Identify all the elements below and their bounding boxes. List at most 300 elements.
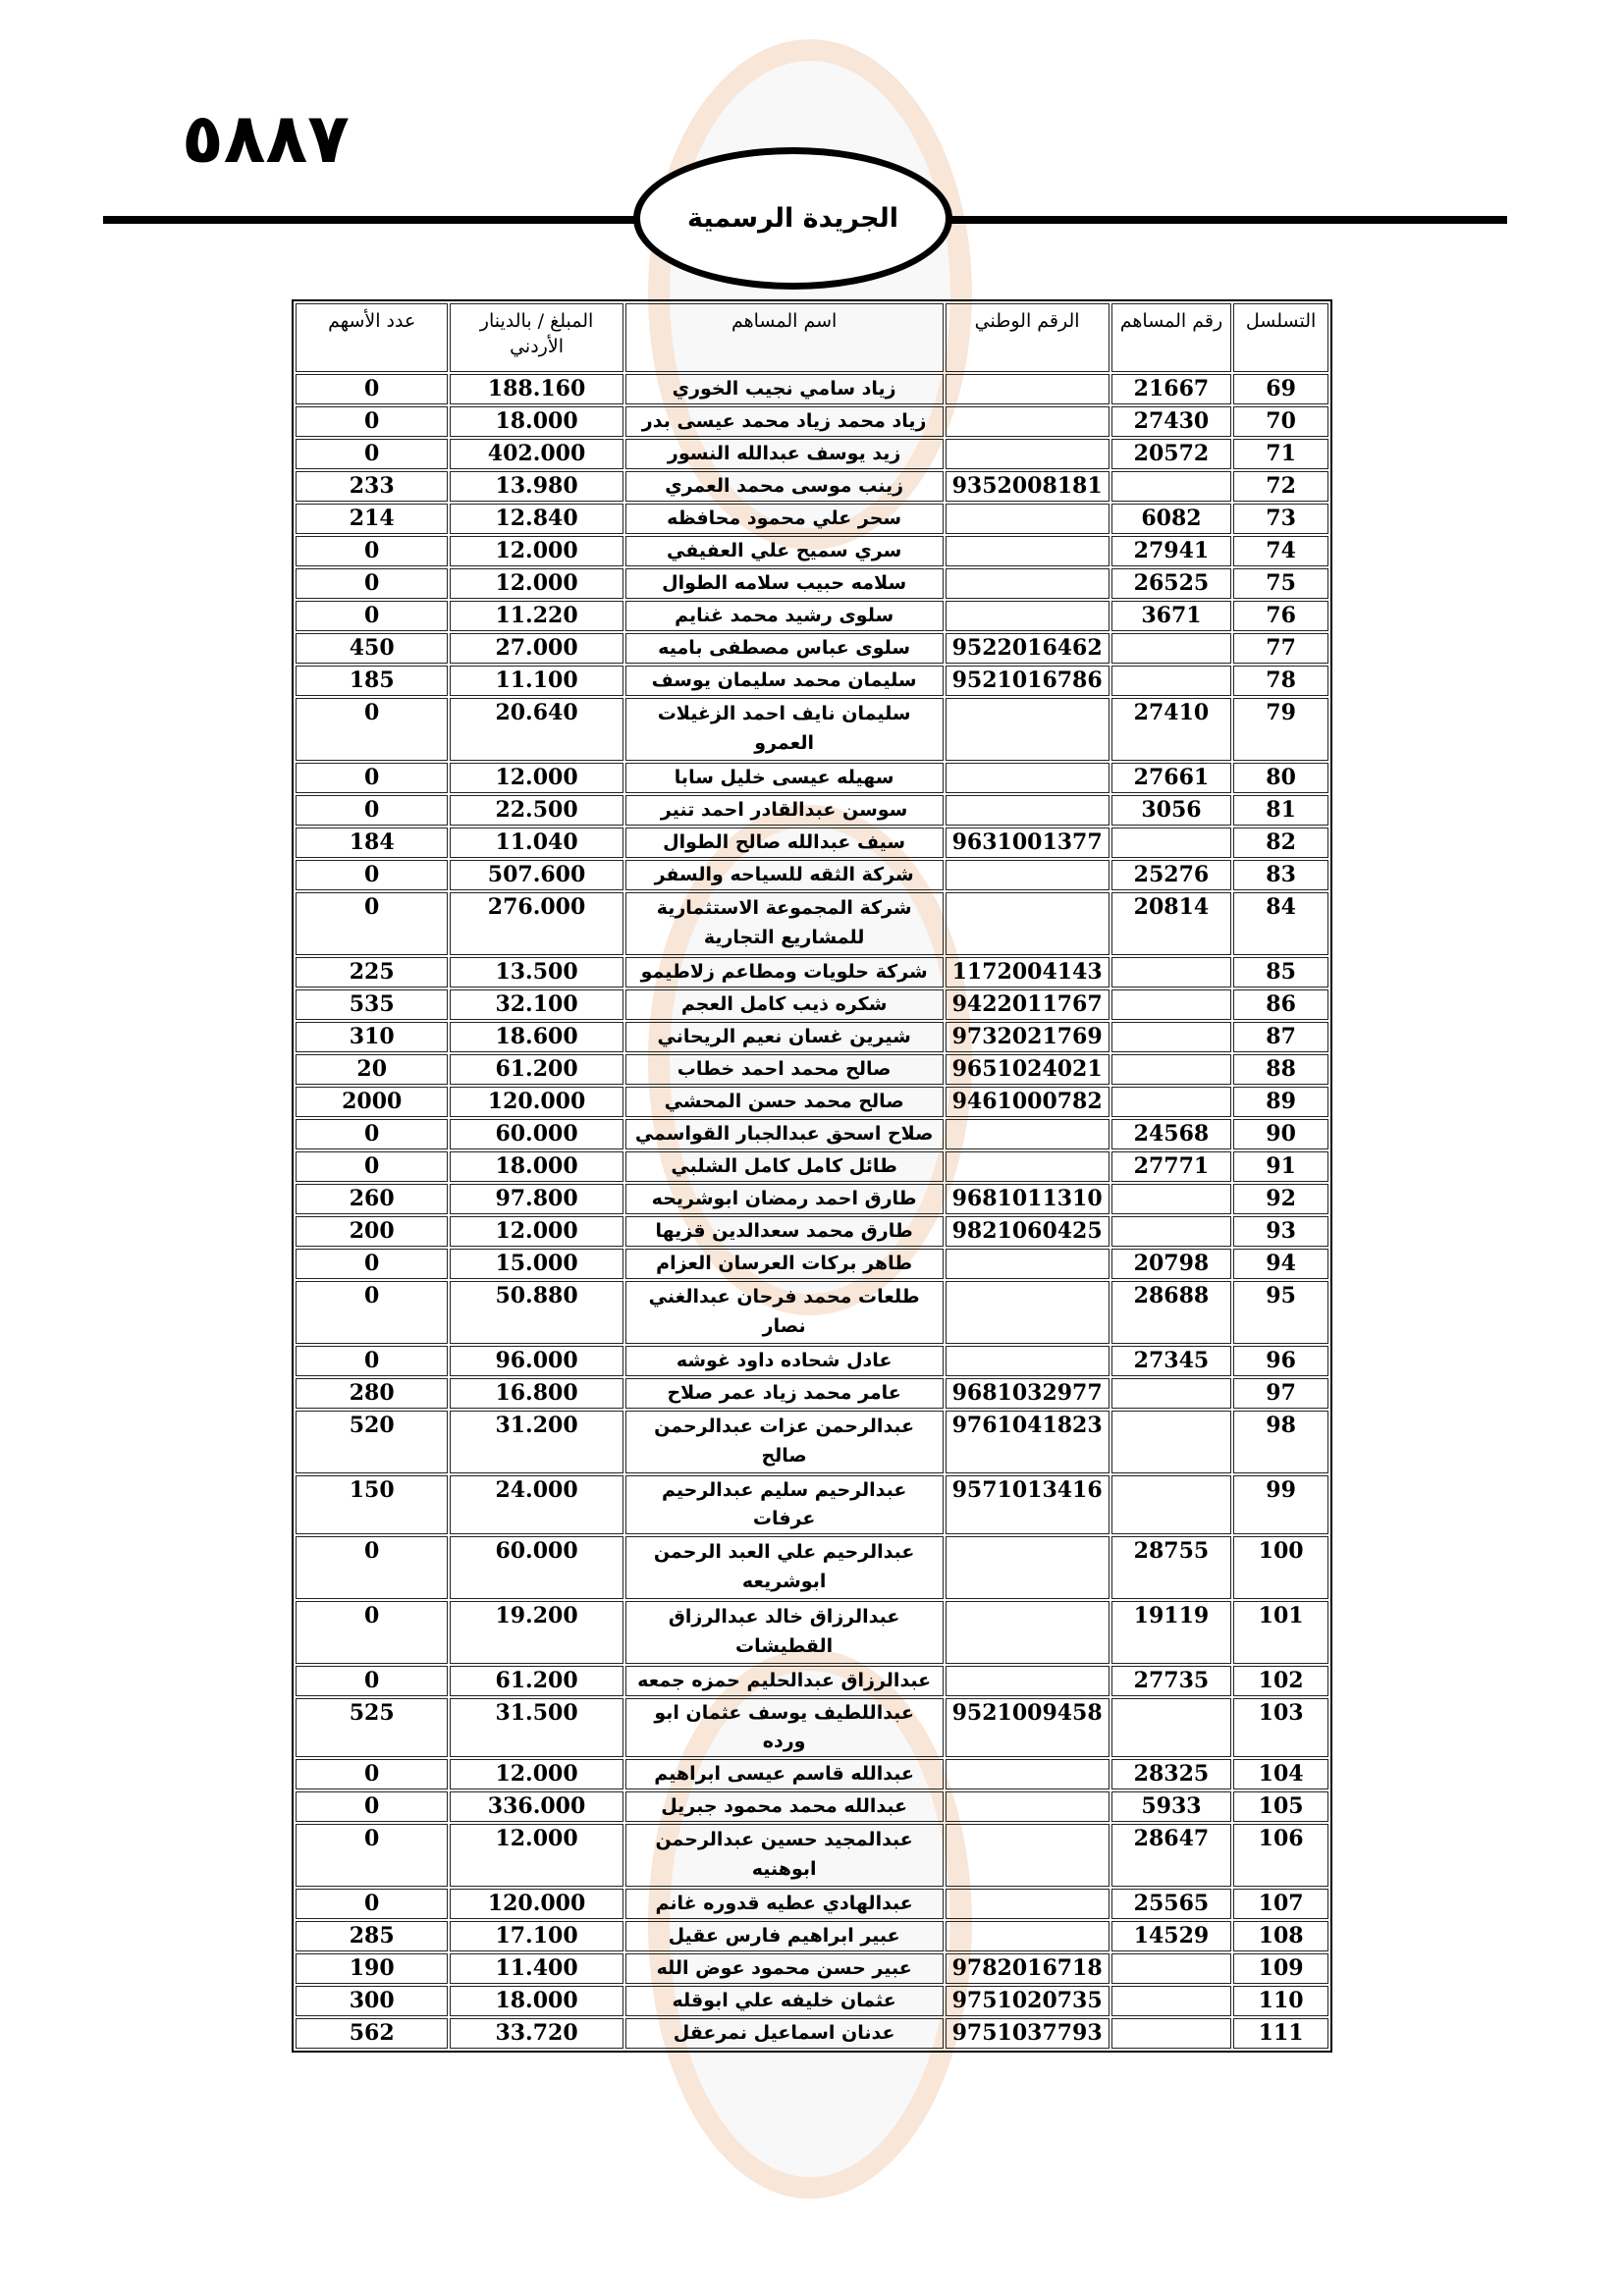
cell-serial: 93 (1233, 1216, 1328, 1247)
header-amount: المبلغ / بالدينار الأردني (450, 303, 623, 372)
cell-national-id: 9422011767 (946, 989, 1110, 1020)
cell-shareholder-no: 28755 (1111, 1536, 1232, 1599)
cell-national-id: 9461000782 (946, 1087, 1110, 1117)
cell-shareholder-no (1111, 1411, 1232, 1473)
cell-national-id (946, 1151, 1110, 1182)
cell-shareholder-no: 28325 (1111, 1759, 1232, 1789)
cell-national-id (946, 698, 1110, 761)
cell-amount: 12.000 (450, 568, 623, 599)
table-body (296, 374, 1328, 2049)
cell-serial: 71 (1233, 439, 1328, 469)
cell-shares: 0 (296, 1791, 448, 1822)
cell-name: شكره ذيب كامل العجم (625, 989, 944, 1020)
cell-shares: 0 (296, 892, 448, 955)
cell-name: سلوى رشيد محمد غنايم (625, 601, 944, 631)
cell-shares: 0 (296, 1151, 448, 1182)
cell-serial: 104 (1233, 1759, 1328, 1789)
cell-shares: 0 (296, 536, 448, 566)
table-row (296, 892, 1328, 955)
cell-name: عبدالرزاق خالد عبدالرزاق القطيشات (625, 1601, 944, 1664)
cell-serial: 79 (1233, 698, 1328, 761)
cell-shares: 0 (296, 439, 448, 469)
cell-shares: 535 (296, 989, 448, 1020)
cell-name: سري سميح علي العفيفي (625, 536, 944, 566)
cell-amount: 18.600 (450, 1022, 623, 1052)
cell-name: زياد سامي نجيب الخوري (625, 374, 944, 404)
cell-national-id: 9521009458 (946, 1698, 1110, 1757)
cell-national-id (946, 795, 1110, 826)
cell-serial: 82 (1233, 828, 1328, 858)
cell-shareholder-no: 5933 (1111, 1791, 1232, 1822)
cell-shares: 285 (296, 1921, 448, 1951)
cell-shareholder-no (1111, 471, 1232, 502)
cell-shares: 0 (296, 860, 448, 890)
cell-name: عبدالهادي عطيه قدوره غانم (625, 1889, 944, 1919)
cell-name: زيد يوسف عبدالله النسور (625, 439, 944, 469)
cell-shares: 0 (296, 795, 448, 826)
table-row (296, 1536, 1328, 1599)
cell-national-id (946, 374, 1110, 404)
cell-serial: 84 (1233, 892, 1328, 955)
cell-national-id: 9631001377 (946, 828, 1110, 858)
cell-amount: 20.640 (450, 698, 623, 761)
cell-amount: 11.040 (450, 828, 623, 858)
cell-serial: 109 (1233, 1953, 1328, 1984)
table-row (296, 406, 1328, 437)
cell-serial: 90 (1233, 1119, 1328, 1149)
cell-serial: 100 (1233, 1536, 1328, 1599)
table-row (296, 1953, 1328, 1984)
cell-shareholder-no (1111, 1986, 1232, 2016)
cell-name: طاهر بركات العرسان العزام (625, 1249, 944, 1279)
cell-amount: 11.100 (450, 666, 623, 696)
cell-serial: 105 (1233, 1791, 1328, 1822)
cell-amount: 97.800 (450, 1184, 623, 1214)
cell-shareholder-no: 27410 (1111, 698, 1232, 761)
shareholders-table (292, 299, 1332, 2053)
cell-serial: 75 (1233, 568, 1328, 599)
cell-shareholder-no (1111, 1087, 1232, 1117)
cell-serial: 74 (1233, 536, 1328, 566)
cell-national-id: 9521016786 (946, 666, 1110, 696)
cell-national-id (946, 1824, 1110, 1887)
table-row (296, 471, 1328, 502)
cell-shareholder-no: 20798 (1111, 1249, 1232, 1279)
cell-amount: 11.400 (450, 1953, 623, 1984)
cell-shares: 0 (296, 763, 448, 793)
cell-shares: 0 (296, 1119, 448, 1149)
cell-shares: 260 (296, 1184, 448, 1214)
cell-name: سيف عبدالله صالح الطوال (625, 828, 944, 858)
cell-amount: 50.880 (450, 1281, 623, 1344)
table-row (296, 1281, 1328, 1344)
cell-amount: 13.980 (450, 471, 623, 502)
cell-shares: 0 (296, 1759, 448, 1789)
cell-serial: 97 (1233, 1378, 1328, 1409)
gazette-title: الجريدة الرسمية (687, 203, 898, 234)
cell-shareholder-no: 27735 (1111, 1666, 1232, 1696)
table-row (296, 1475, 1328, 1534)
cell-amount: 12.840 (450, 504, 623, 534)
table-row (296, 828, 1328, 858)
cell-shares: 0 (296, 1249, 448, 1279)
cell-shareholder-no: 21667 (1111, 374, 1232, 404)
cell-amount: 188.160 (450, 374, 623, 404)
table-row (296, 536, 1328, 566)
cell-amount: 33.720 (450, 2018, 623, 2049)
table-row (296, 698, 1328, 761)
cell-amount: 19.200 (450, 1601, 623, 1664)
cell-shareholder-no: 6082 (1111, 504, 1232, 534)
table-row (296, 1791, 1328, 1822)
table-row (296, 860, 1328, 890)
cell-national-id (946, 1346, 1110, 1376)
cell-shares: 233 (296, 471, 448, 502)
table-row (296, 1759, 1328, 1789)
cell-national-id (946, 1666, 1110, 1696)
cell-name: سلوى عباس مصطفى باميه (625, 633, 944, 664)
cell-serial: 70 (1233, 406, 1328, 437)
table-row (296, 1151, 1328, 1182)
cell-national-id: 9651024021 (946, 1054, 1110, 1085)
cell-serial: 86 (1233, 989, 1328, 1020)
table-row (296, 2018, 1328, 2049)
cell-shareholder-no: 27941 (1111, 536, 1232, 566)
cell-name: شيرين غسان نعيم الريحاني (625, 1022, 944, 1052)
cell-national-id: 9782016718 (946, 1953, 1110, 1984)
cell-shareholder-no (1111, 989, 1232, 1020)
cell-amount: 32.100 (450, 989, 623, 1020)
cell-shares: 0 (296, 1601, 448, 1664)
cell-national-id (946, 1921, 1110, 1951)
cell-national-id (946, 406, 1110, 437)
cell-shares: 562 (296, 2018, 448, 2049)
cell-name: طارق احمد رمضان ابوشريحه (625, 1184, 944, 1214)
cell-serial: 99 (1233, 1475, 1328, 1534)
table-row (296, 601, 1328, 631)
cell-shareholder-no: 25276 (1111, 860, 1232, 890)
cell-shareholder-no: 20814 (1111, 892, 1232, 955)
cell-name: زياد محمد زياد محمد عيسى بدر (625, 406, 944, 437)
cell-shares: 310 (296, 1022, 448, 1052)
cell-shares: 0 (296, 601, 448, 631)
cell-serial: 83 (1233, 860, 1328, 890)
cell-national-id: 9681011310 (946, 1184, 1110, 1214)
cell-name: سليمان نايف احمد الزغيلات العمرو (625, 698, 944, 761)
cell-shares: 20 (296, 1054, 448, 1085)
cell-shareholder-no: 27661 (1111, 763, 1232, 793)
cell-name: سحر علي محمود محافظه (625, 504, 944, 534)
cell-shares: 0 (296, 1536, 448, 1599)
cell-national-id (946, 1791, 1110, 1822)
cell-shareholder-no: 27345 (1111, 1346, 1232, 1376)
cell-national-id: 9761041823 (946, 1411, 1110, 1473)
table-row (296, 568, 1328, 599)
cell-serial: 81 (1233, 795, 1328, 826)
cell-shareholder-no: 20572 (1111, 439, 1232, 469)
cell-shares: 150 (296, 1475, 448, 1534)
cell-national-id: 9751037793 (946, 2018, 1110, 2049)
cell-national-id (946, 568, 1110, 599)
cell-name: عبير حسن محمود عوض الله (625, 1953, 944, 1984)
cell-shareholder-no: 3056 (1111, 795, 1232, 826)
cell-amount: 120.000 (450, 1889, 623, 1919)
cell-name: عبداللطيف يوسف عثمان ابو ورده (625, 1698, 944, 1757)
cell-national-id (946, 1281, 1110, 1344)
table-row (296, 795, 1328, 826)
table-row (296, 1921, 1328, 1951)
cell-amount: 12.000 (450, 1759, 623, 1789)
cell-name: شركة الثقه للسياحه والسفر (625, 860, 944, 890)
cell-national-id: 9571013416 (946, 1475, 1110, 1534)
cell-shareholder-no (1111, 1022, 1232, 1052)
table-row (296, 1889, 1328, 1919)
table-row (296, 1054, 1328, 1085)
cell-shares: 0 (296, 1281, 448, 1344)
table-row (296, 666, 1328, 696)
cell-serial: 101 (1233, 1601, 1328, 1664)
cell-national-id: 9821060425 (946, 1216, 1110, 1247)
cell-shares: 185 (296, 666, 448, 696)
header-serial: التسلسل (1233, 303, 1328, 372)
table-row (296, 1022, 1328, 1052)
header-shareholder-no: رقم المساهم (1111, 303, 1232, 372)
table-row (296, 1346, 1328, 1376)
cell-national-id (946, 504, 1110, 534)
cell-shares: 0 (296, 374, 448, 404)
cell-shareholder-no (1111, 1184, 1232, 1214)
table-row (296, 1824, 1328, 1887)
cell-national-id (946, 601, 1110, 631)
cell-national-id (946, 1601, 1110, 1664)
cell-shareholder-no (1111, 666, 1232, 696)
cell-name: زينب موسى محمد العمري (625, 471, 944, 502)
cell-serial: 102 (1233, 1666, 1328, 1696)
cell-serial: 85 (1233, 957, 1328, 988)
cell-name: صالح محمد حسن المحشي (625, 1087, 944, 1117)
table-row (296, 439, 1328, 469)
cell-shares: 214 (296, 504, 448, 534)
cell-serial: 69 (1233, 374, 1328, 404)
cell-shares: 0 (296, 406, 448, 437)
cell-serial: 98 (1233, 1411, 1328, 1473)
cell-shareholder-no (1111, 1953, 1232, 1984)
table-row (296, 1184, 1328, 1214)
cell-serial: 110 (1233, 1986, 1328, 2016)
cell-name: صلاح اسحق عبدالجبار القواسمي (625, 1119, 944, 1149)
cell-shares: 0 (296, 1346, 448, 1376)
cell-national-id (946, 763, 1110, 793)
cell-shareholder-no (1111, 1698, 1232, 1757)
cell-amount: 24.000 (450, 1475, 623, 1534)
cell-amount: 18.000 (450, 406, 623, 437)
cell-shares: 0 (296, 1666, 448, 1696)
cell-shares: 225 (296, 957, 448, 988)
cell-name: عبدالرزاق عبدالحليم حمزه جمعه (625, 1666, 944, 1696)
cell-amount: 16.800 (450, 1378, 623, 1409)
table-row (296, 763, 1328, 793)
cell-name: سوسن عبدالقادر احمد تنير (625, 795, 944, 826)
cell-name: شركة المجموعة الاستثمارية للمشاريع التجارية (625, 892, 944, 955)
cell-serial: 95 (1233, 1281, 1328, 1344)
table-row (296, 1216, 1328, 1247)
header-oval (633, 147, 952, 290)
cell-national-id (946, 860, 1110, 890)
cell-national-id: 9732021769 (946, 1022, 1110, 1052)
cell-serial: 73 (1233, 504, 1328, 534)
cell-shares: 0 (296, 568, 448, 599)
cell-serial: 78 (1233, 666, 1328, 696)
cell-serial: 72 (1233, 471, 1328, 502)
cell-serial: 108 (1233, 1921, 1328, 1951)
cell-serial: 94 (1233, 1249, 1328, 1279)
page-number: ٥٨٨٧ (182, 98, 350, 179)
cell-shares: 300 (296, 1986, 448, 2016)
table-row (296, 1411, 1328, 1473)
table-row (296, 1249, 1328, 1279)
cell-shareholder-no: 25565 (1111, 1889, 1232, 1919)
cell-shareholder-no (1111, 1378, 1232, 1409)
cell-amount: 13.500 (450, 957, 623, 988)
cell-name: عبدالمجيد حسين عبدالرحمن ابوهنيه (625, 1824, 944, 1887)
cell-amount: 61.200 (450, 1054, 623, 1085)
cell-serial: 96 (1233, 1346, 1328, 1376)
cell-shares: 184 (296, 828, 448, 858)
cell-national-id (946, 892, 1110, 955)
cell-shares: 520 (296, 1411, 448, 1473)
cell-shares: 450 (296, 633, 448, 664)
cell-amount: 15.000 (450, 1249, 623, 1279)
cell-shares: 280 (296, 1378, 448, 1409)
cell-shareholder-no (1111, 828, 1232, 858)
cell-serial: 88 (1233, 1054, 1328, 1085)
cell-shareholder-no (1111, 1475, 1232, 1534)
cell-name: طائل كامل كامل الشلبي (625, 1151, 944, 1182)
cell-national-id (946, 1249, 1110, 1279)
cell-shareholder-no: 28647 (1111, 1824, 1232, 1887)
table-row (296, 1666, 1328, 1696)
cell-name: عبير ابراهيم فارس عقيل (625, 1921, 944, 1951)
cell-name: شركة حلويات ومطاعم زلاطيمو (625, 957, 944, 988)
cell-serial: 77 (1233, 633, 1328, 664)
cell-amount: 12.000 (450, 536, 623, 566)
cell-shares: 190 (296, 1953, 448, 1984)
cell-shareholder-no (1111, 1216, 1232, 1247)
cell-national-id (946, 1536, 1110, 1599)
cell-name: عدنان اسماعيل نمرعقل (625, 2018, 944, 2049)
cell-shareholder-no: 28688 (1111, 1281, 1232, 1344)
cell-national-id: 1172004143 (946, 957, 1110, 988)
table-header-row (296, 303, 1328, 372)
cell-national-id: 9522016462 (946, 633, 1110, 664)
cell-serial: 111 (1233, 2018, 1328, 2049)
cell-name: سليمان محمد سليمان يوسف (625, 666, 944, 696)
cell-serial: 80 (1233, 763, 1328, 793)
cell-serial: 91 (1233, 1151, 1328, 1182)
cell-amount: 507.600 (450, 860, 623, 890)
cell-national-id (946, 1119, 1110, 1149)
cell-amount: 96.000 (450, 1346, 623, 1376)
cell-national-id (946, 1759, 1110, 1789)
cell-shareholder-no: 19119 (1111, 1601, 1232, 1664)
cell-shareholder-no: 24568 (1111, 1119, 1232, 1149)
cell-amount: 12.000 (450, 1824, 623, 1887)
cell-amount: 120.000 (450, 1087, 623, 1117)
cell-national-id (946, 439, 1110, 469)
cell-shareholder-no: 27771 (1111, 1151, 1232, 1182)
cell-name: عثمان خليفه علي ابوقله (625, 1986, 944, 2016)
cell-shares: 0 (296, 1824, 448, 1887)
cell-shares: 0 (296, 1889, 448, 1919)
cell-shareholder-no (1111, 2018, 1232, 2049)
cell-name: عادل شحاده داود غوشه (625, 1346, 944, 1376)
table-row (296, 1119, 1328, 1149)
cell-name: سهيله عيسى خليل سابا (625, 763, 944, 793)
cell-serial: 103 (1233, 1698, 1328, 1757)
cell-name: سلامه حبيب سلامه الطوال (625, 568, 944, 599)
cell-amount: 18.000 (450, 1151, 623, 1182)
table-row (296, 504, 1328, 534)
cell-amount: 27.000 (450, 633, 623, 664)
cell-national-id (946, 536, 1110, 566)
cell-name: صالح محمد احمد خطاب (625, 1054, 944, 1085)
cell-amount: 12.000 (450, 1216, 623, 1247)
cell-shares: 200 (296, 1216, 448, 1247)
table-row (296, 633, 1328, 664)
table-row (296, 1986, 1328, 2016)
table-row (296, 1087, 1328, 1117)
header-shares: عدد الأسهم (296, 303, 448, 372)
cell-serial: 87 (1233, 1022, 1328, 1052)
cell-shareholder-no (1111, 1054, 1232, 1085)
cell-shares: 2000 (296, 1087, 448, 1117)
cell-amount: 61.200 (450, 1666, 623, 1696)
cell-name: طلعات محمد فرحان عبدالغني نصار (625, 1281, 944, 1344)
cell-amount: 12.000 (450, 763, 623, 793)
header-name: اسم المساهم (625, 303, 944, 372)
header-national-id: الرقم الوطني (946, 303, 1110, 372)
cell-amount: 17.100 (450, 1921, 623, 1951)
cell-shareholder-no: 27430 (1111, 406, 1232, 437)
cell-national-id: 9751020735 (946, 1986, 1110, 2016)
cell-amount: 31.200 (450, 1411, 623, 1473)
cell-name: طارق محمد سعدالدين قزيها (625, 1216, 944, 1247)
cell-amount: 60.000 (450, 1119, 623, 1149)
cell-name: عبدالرحمن عزات عبدالرحمن صالح (625, 1411, 944, 1473)
table-row (296, 957, 1328, 988)
table-row (296, 1698, 1328, 1757)
cell-amount: 60.000 (450, 1536, 623, 1599)
cell-name: عبدالرحيم سليم عبدالرحيم عرفات (625, 1475, 944, 1534)
cell-national-id: 9352008181 (946, 471, 1110, 502)
table-row (296, 989, 1328, 1020)
cell-shares: 0 (296, 698, 448, 761)
cell-name: عبدالله قاسم عيسى ابراهيم (625, 1759, 944, 1789)
cell-serial: 76 (1233, 601, 1328, 631)
cell-name: عبدالله محمد محمود جبريل (625, 1791, 944, 1822)
cell-serial: 89 (1233, 1087, 1328, 1117)
table-row (296, 1378, 1328, 1409)
cell-shareholder-no: 3671 (1111, 601, 1232, 631)
cell-amount: 276.000 (450, 892, 623, 955)
cell-serial: 106 (1233, 1824, 1328, 1887)
cell-amount: 11.220 (450, 601, 623, 631)
cell-name: عبدالرحيم علي العبد الرحمن ابوشريعه (625, 1536, 944, 1599)
cell-national-id (946, 1889, 1110, 1919)
cell-serial: 107 (1233, 1889, 1328, 1919)
cell-serial: 92 (1233, 1184, 1328, 1214)
cell-shareholder-no (1111, 957, 1232, 988)
